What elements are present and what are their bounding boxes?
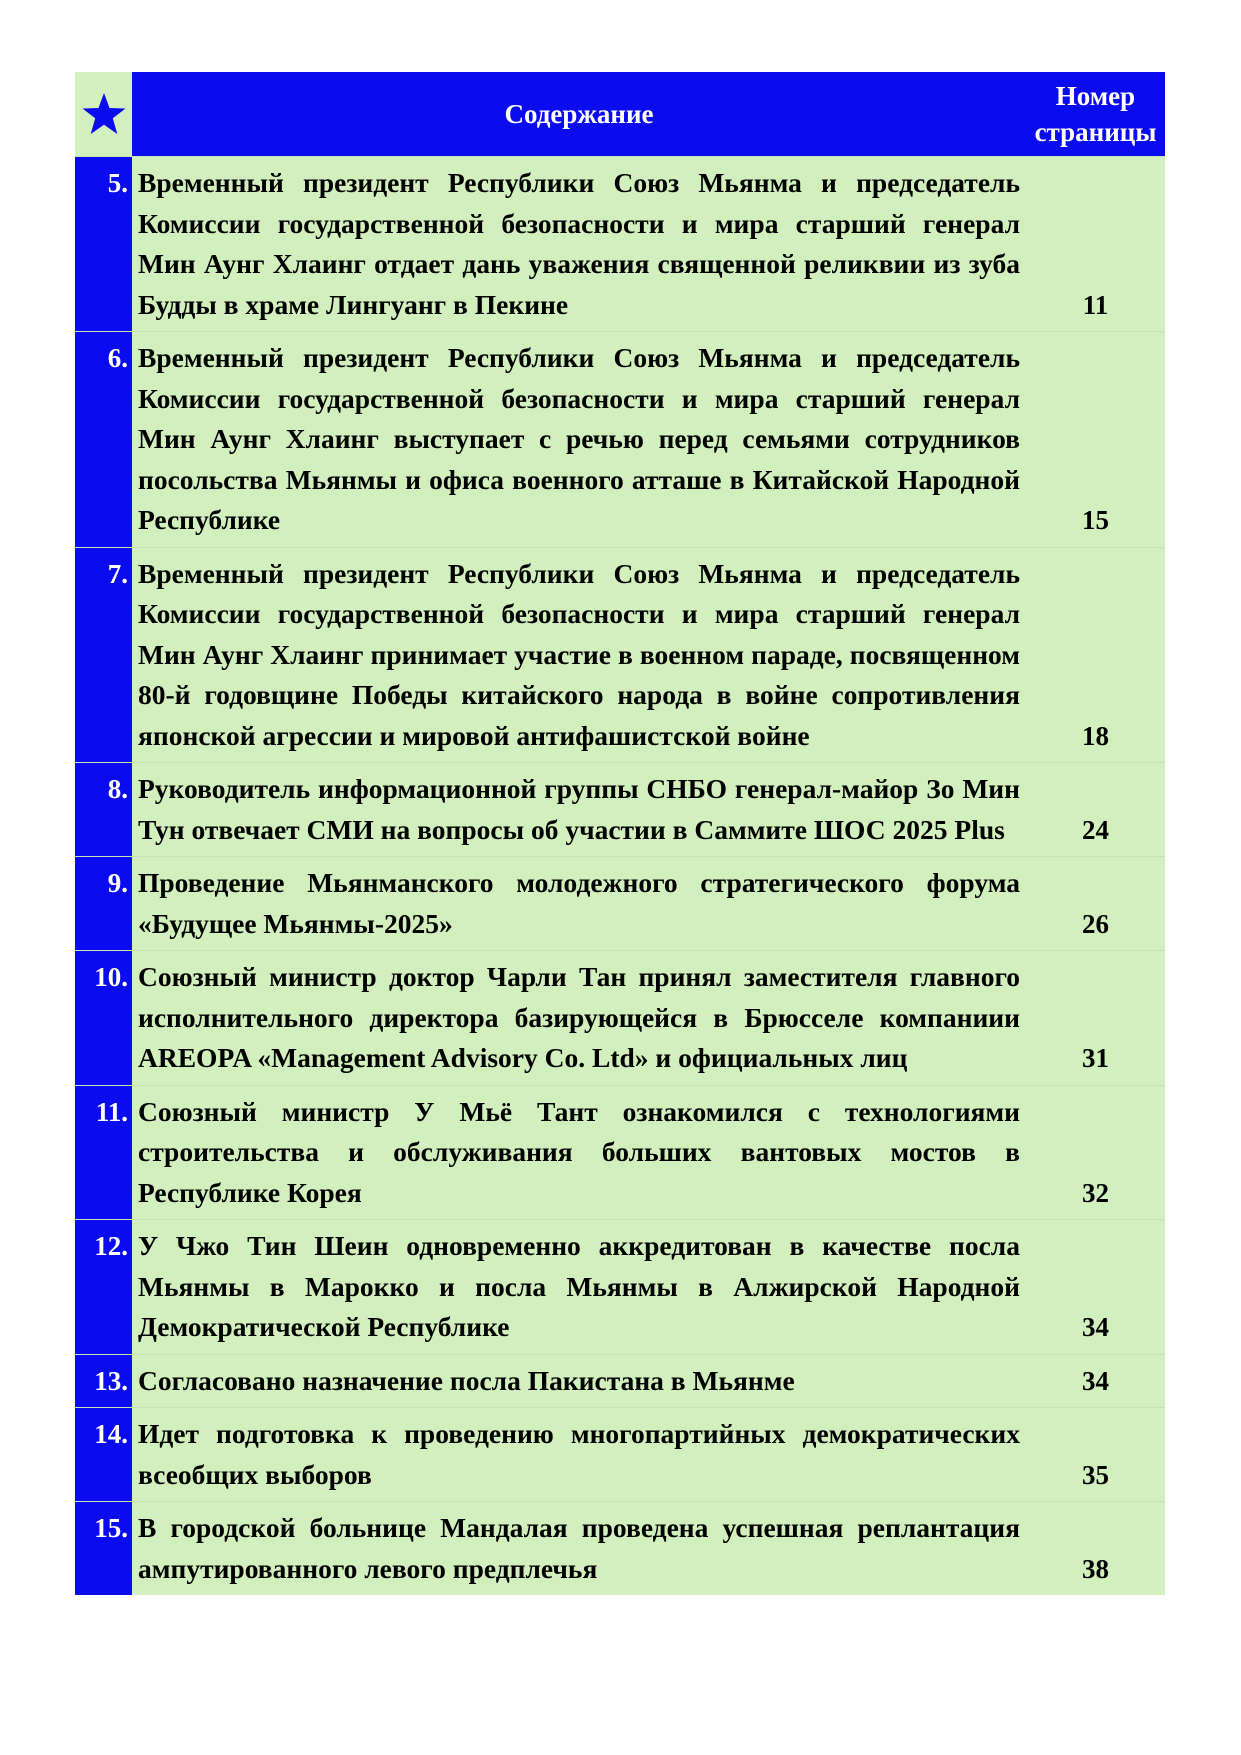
entry-page: 15 xyxy=(1026,332,1165,548)
entry-page: 38 xyxy=(1026,1502,1165,1596)
entry-number: 11. xyxy=(75,1085,132,1220)
table-of-contents xyxy=(75,72,1165,1595)
entry-number: 7. xyxy=(75,547,132,763)
entry-page: 11 xyxy=(1026,157,1165,332)
page-number-heading xyxy=(1026,72,1165,157)
toc-entry xyxy=(75,763,1165,857)
entry-title: Согласовано назначение посла Пакистана в Мьянме xyxy=(132,1354,1026,1408)
toc-entry xyxy=(75,332,1165,548)
toc-header-row xyxy=(75,72,1165,157)
entry-page: 35 xyxy=(1026,1408,1165,1502)
toc-entry xyxy=(75,1502,1165,1596)
entry-page: 34 xyxy=(1026,1220,1165,1355)
contents-heading: Содержание xyxy=(132,72,1026,157)
toc-entry xyxy=(75,951,1165,1086)
toc-entry xyxy=(75,547,1165,763)
entry-title: Союзный министр доктор Чарли Тан принял заместителя главного исполнительного директора базирующейся в Брюсселе компаниии AREOPA «Management Advisory Co. Ltd» и официальных лиц xyxy=(132,951,1026,1086)
entry-page: 24 xyxy=(1026,763,1165,857)
entry-title: Идет подготовка к проведению многопартийных демократических всеобщих выборов xyxy=(132,1408,1026,1502)
entry-page: 31 xyxy=(1026,951,1165,1086)
entry-number: 10. xyxy=(75,951,132,1086)
page-number-heading-line2: страницы xyxy=(1034,117,1157,147)
page-number-heading-line1: Номер xyxy=(1055,81,1136,111)
entry-number: 13. xyxy=(75,1354,132,1408)
entry-title: Проведение Мьянманского молодежного стратегического форума «Будущее Мьянмы-2025» xyxy=(132,857,1026,951)
entry-title: Руководитель информационной группы СНБО генерал-майор Зо Мин Тун отвечает СМИ на вопросы об участии в Саммите ШОС 2025 Plus xyxy=(132,763,1026,857)
toc-entry xyxy=(75,1354,1165,1408)
toc-entry xyxy=(75,157,1165,332)
toc-entry xyxy=(75,1220,1165,1355)
toc-entry xyxy=(75,1408,1165,1502)
star-icon xyxy=(81,91,127,137)
entry-title: Временный президент Республики Союз Мьянма и председатель Комиссии государственной безопасности и мира старший генерал Мин Аунг Хлаинг принимает участие в военном параде, посвященном 80-й годовщине Победы китайского народа в войне сопротивления японской агрессии и мировой антифашистской войне xyxy=(132,547,1026,763)
entry-title: Союзный министр У Мьё Тант ознакомился с технологиями строительства и обслуживания больших вантовых мостов в Республике Корея xyxy=(132,1085,1026,1220)
entry-title: Временный президент Республики Союз Мьянма и председатель Комиссии государственной безопасности и мира старший генерал Мин Аунг Хлаинг отдает дань уважения священной реликвии из зуба Будды в храме Лингуанг в Пекине xyxy=(132,157,1026,332)
entry-page: 18 xyxy=(1026,547,1165,763)
entry-number: 6. xyxy=(75,332,132,548)
entry-number: 9. xyxy=(75,857,132,951)
entry-number: 14. xyxy=(75,1408,132,1502)
entry-page: 26 xyxy=(1026,857,1165,951)
star-cell xyxy=(75,72,132,157)
toc-entry xyxy=(75,1085,1165,1220)
entry-number: 12. xyxy=(75,1220,132,1355)
entry-number: 15. xyxy=(75,1502,132,1596)
entry-title: В городской больнице Мандалая проведена успешная реплантация ампутированного левого предплечья xyxy=(132,1502,1026,1596)
entry-number: 5. xyxy=(75,157,132,332)
entry-number: 8. xyxy=(75,763,132,857)
entry-page: 32 xyxy=(1026,1085,1165,1220)
entry-title: У Чжо Тин Шеин одновременно аккредитован в качестве посла Мьянмы в Марокко и посла Мьянмы в Алжирской Народной Демократической Республике xyxy=(132,1220,1026,1355)
entry-title: Временный президент Республики Союз Мьянма и председатель Комиссии государственной безопасности и мира старший генерал Мин Аунг Хлаинг выступает с речью перед семьями сотрудников посольства Мьянмы и офиса военного атташе в Китайской Народной Республике xyxy=(132,332,1026,548)
entry-page: 34 xyxy=(1026,1354,1165,1408)
toc-entry xyxy=(75,857,1165,951)
